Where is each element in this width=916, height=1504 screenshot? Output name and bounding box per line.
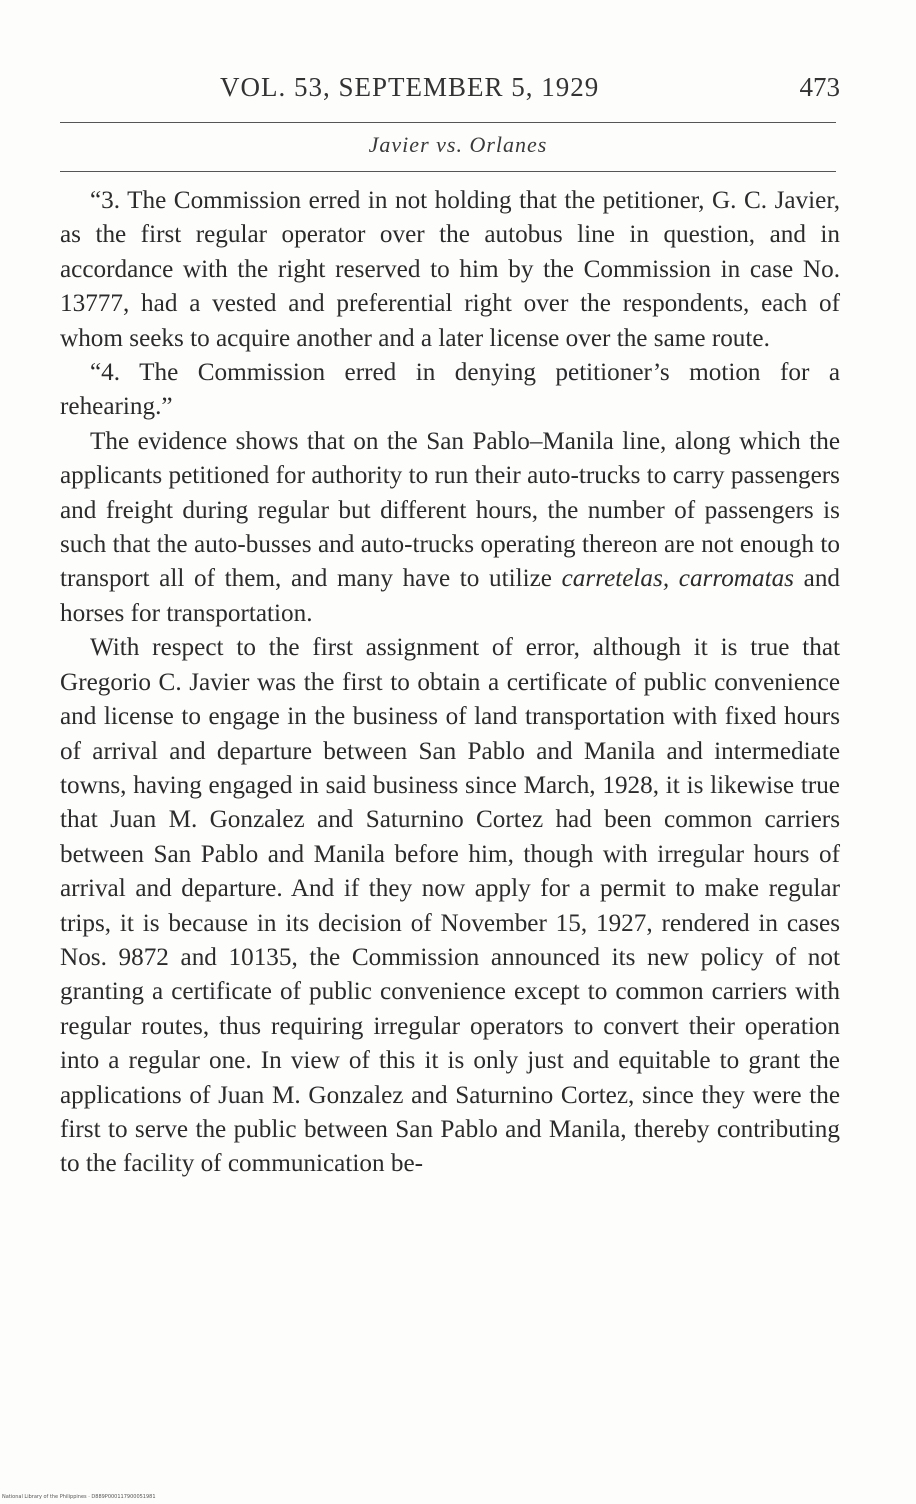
volume-date: VOL. 53, SEPTEMBER 5, 1929	[220, 72, 600, 102]
paragraph-text: “3. The Commission erred in not holding that the petitioner, G. C. Javier, as the first regular operator over the autobus line in question, and in accordance with the right reserved to him by the Commission in case No. 13777, had a vested and preferential right over the respondents, each of whom seeks to acquire another and a later license over the same route.	[60, 187, 840, 352]
header-rule-bottom	[60, 171, 836, 172]
paragraph-text: With respect to the first assignment of error, although it is true that Gregorio C. Javier was the first to obtain a certificate of public convenience and license to engage in the business of land transportation with fixed hours of arrival and departure between San Pablo and Manila and intermediate towns, having engaged in said business since March, 1928, it is likewise true that Juan M. Gonzalez and Saturnino Cortez had been common carriers between San Pablo and Manila before him, though with irregular hours of arrival and departure. And if they now apply for a permit to make regular trips, it is because in its decision of November 15, 1927, rendered in cases Nos. 9872 and 10135, the Commission announced its new policy of not granting a certificate of public convenience except to common carriers with regular routes, thus requiring irregular operators to convert their operation into a regular one. In view of this it is only just and equitable to grant the applications of Juan M. Gonzalez and Saturnino Cortez, since they were the first to serve the public between San Pablo and Manila, thereby contributing to the facility of communication be-	[60, 634, 840, 1178]
paragraph-text: The evidence shows that on the San Pablo–Manila line, along which the applicants petitioned for authority to run their auto-trucks to carry passengers and freight during regular but different hours, the number of passengers is such that the auto-busses and auto-trucks operating thereon are not enough to transport all of them, and many have to utilize	[60, 427, 840, 593]
page-number: 473	[799, 72, 840, 102]
paragraph	[60, 425, 840, 631]
italic-text: carretelas, carromatas	[561, 565, 794, 593]
paragraph	[60, 631, 840, 1182]
body-text	[60, 184, 840, 1182]
paragraph-text: and horses for transportation.	[60, 565, 841, 627]
paragraph	[60, 184, 840, 356]
header-rule-top	[60, 122, 836, 123]
running-title: Javier vs. Orlanes	[368, 132, 548, 157]
page-header	[60, 72, 840, 112]
paragraph	[60, 356, 840, 425]
footer-credit: National Library of the Philippines · D889P000117900051981	[2, 1494, 156, 1500]
paragraph-text: “4. The Commission erred in denying petitioner’s motion for a rehearing.”	[60, 359, 840, 421]
